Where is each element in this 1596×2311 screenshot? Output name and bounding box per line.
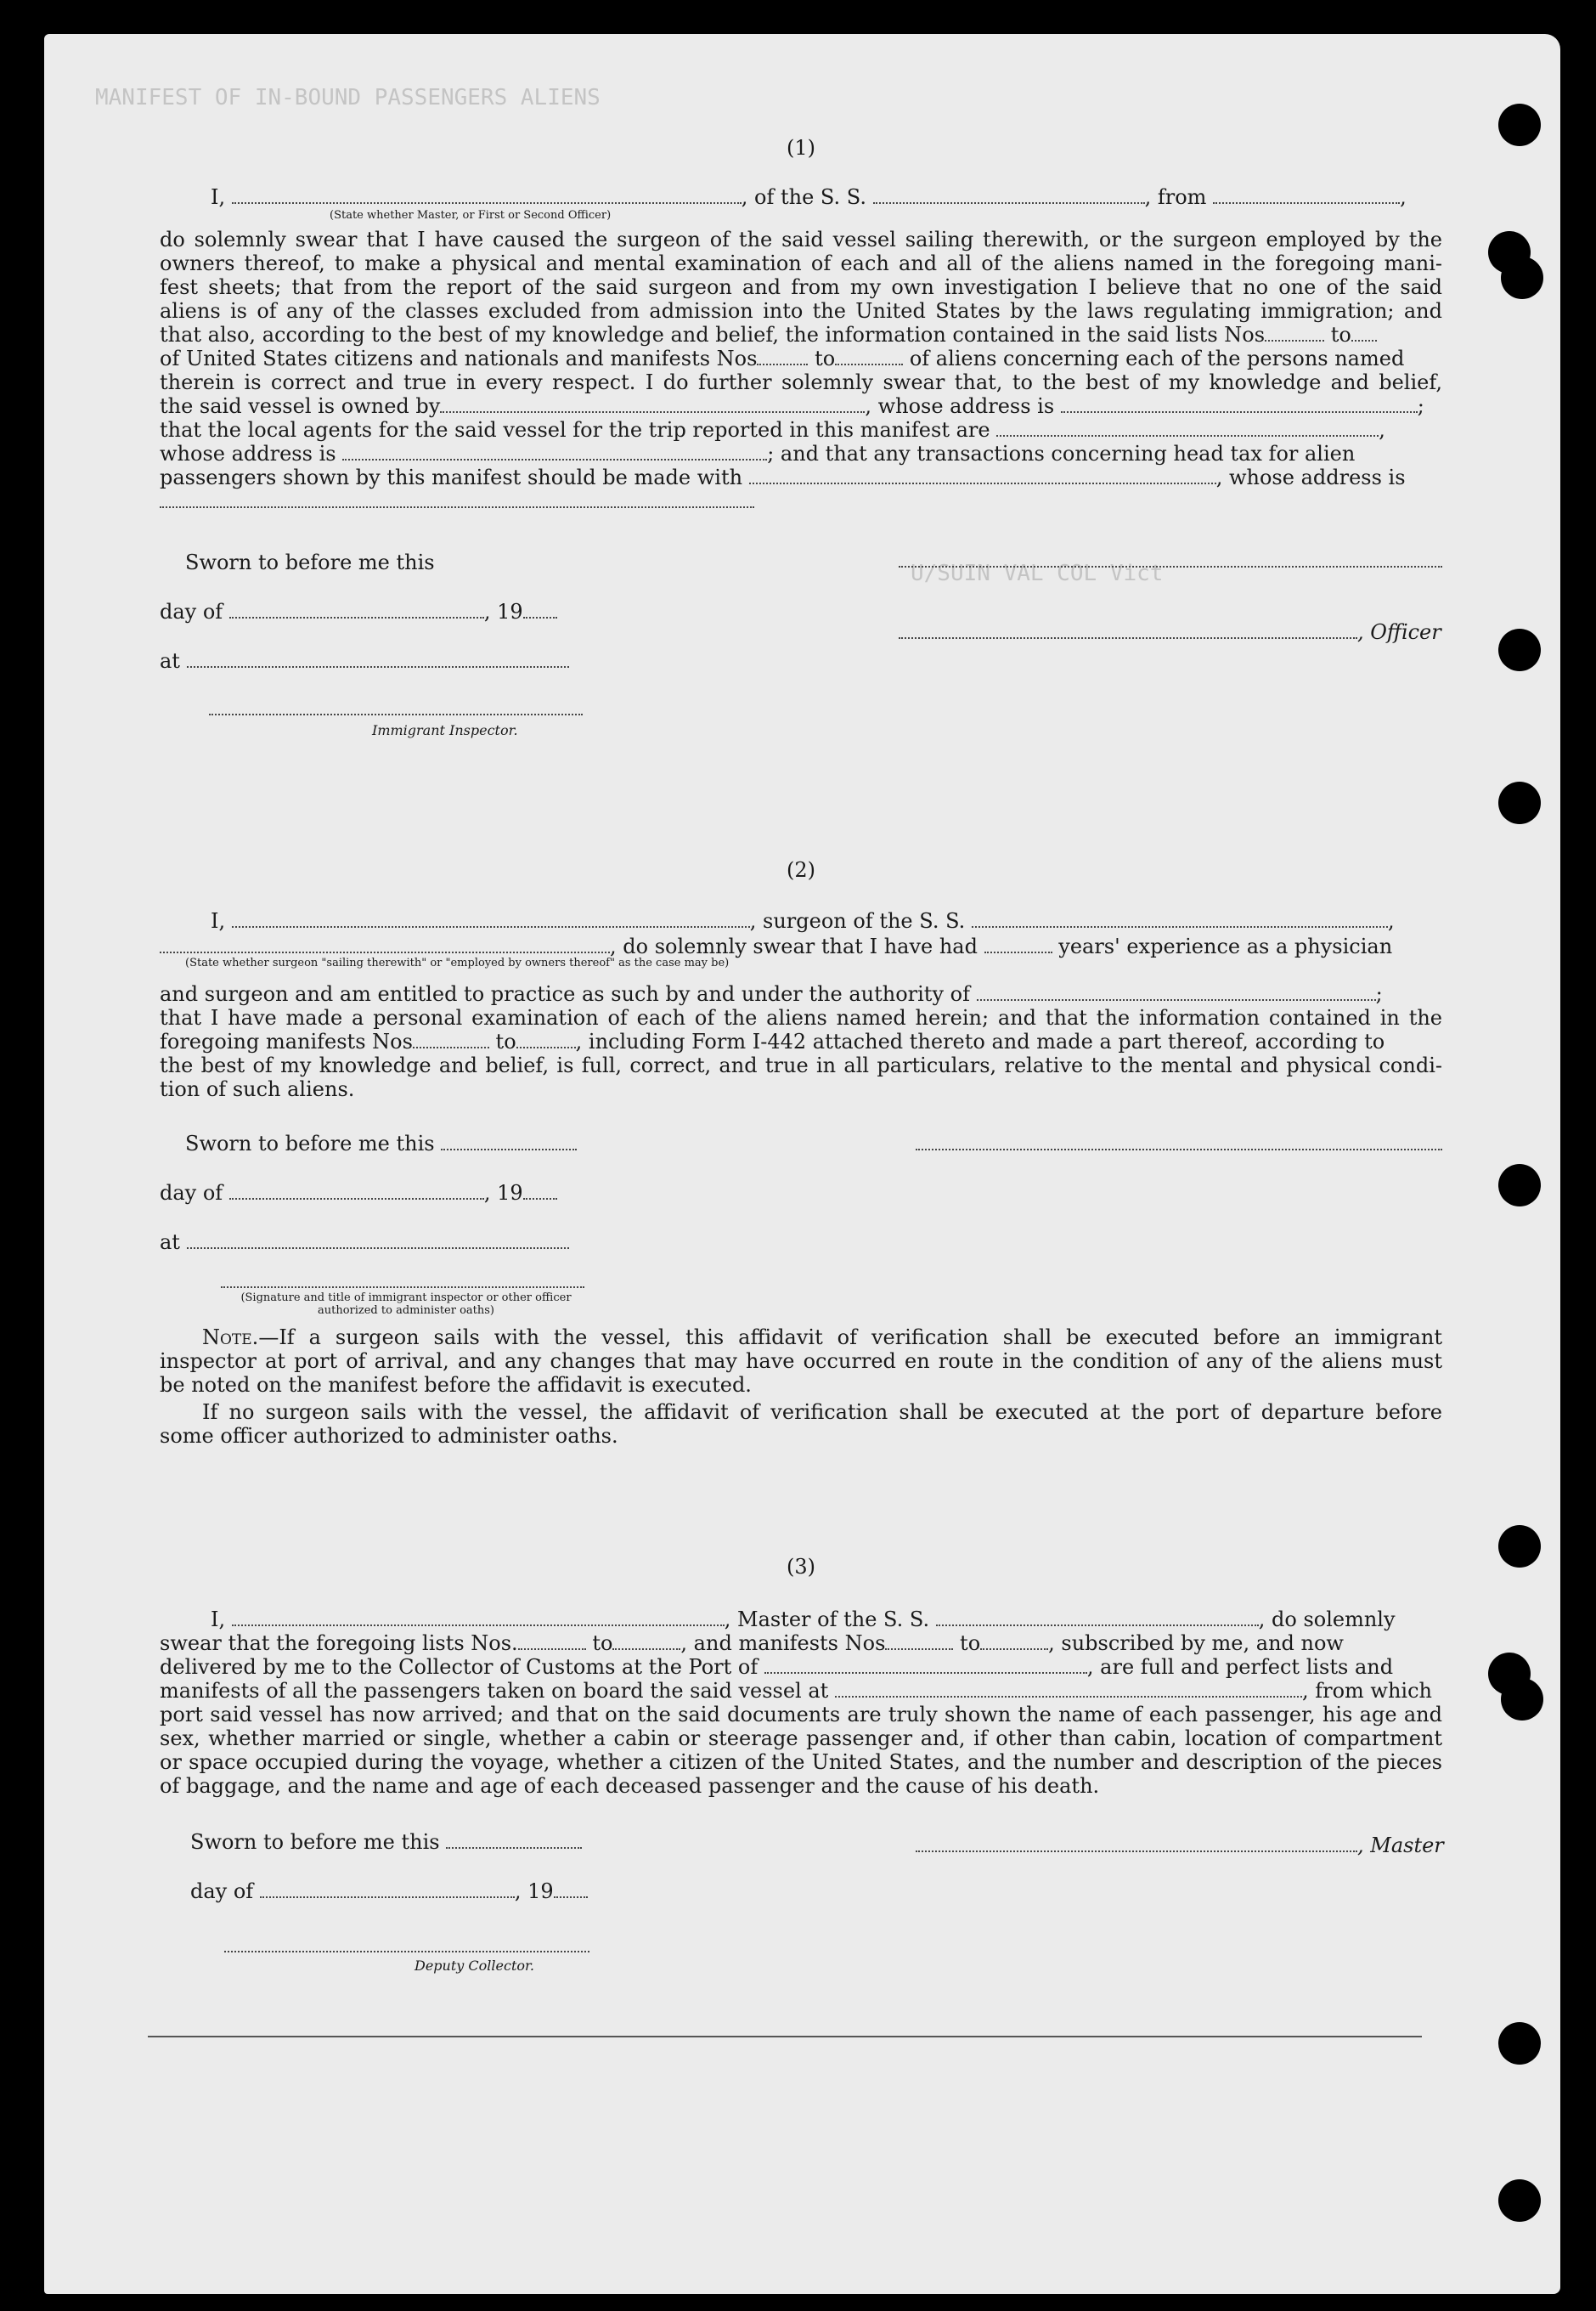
- officer-line: , Officer: [899, 620, 1441, 644]
- blank-field[interactable]: [523, 602, 557, 619]
- section-1-body-line: that also, according to the best of my knowledge and belief, the information contained in the said lists Nos to: [160, 323, 1442, 347]
- master-line: , Master: [916, 1834, 1444, 1857]
- at-line: at: [160, 649, 569, 673]
- section-1-body-line: owners thereof, to make a physical and mental examination of each and all of the aliens named in the foregoing mani-: [160, 251, 1442, 275]
- blank-field[interactable]: [1061, 396, 1418, 413]
- section-2-body-line: the best of my knowledge and belief, is full, correct, and true in all particulars, relative to the mental and physical condi-: [160, 1054, 1442, 1077]
- section-3-body-line: of baggage, and the name and age of each deceased passenger and the cause of his death.: [160, 1774, 1100, 1798]
- punch-hole: [1498, 1525, 1541, 1568]
- signature-line[interactable]: [916, 1149, 1442, 1150]
- inspector-caption: Immigrant Inspector.: [372, 722, 518, 738]
- deputy-caption: Deputy Collector.: [415, 1958, 534, 1974]
- section-1-body-line: therein is correct and true in every respect. I do further solemnly swear that, to the best of my knowledge and belief,: [160, 370, 1442, 394]
- blank-field[interactable]: [1265, 325, 1324, 342]
- section-3-line-4: manifests of all the passengers taken on board the said vessel at , from which: [160, 1679, 1432, 1703]
- blank-field[interactable]: [980, 1633, 1048, 1650]
- blank-field[interactable]: [554, 1881, 588, 1898]
- section-2-body-line: foregoing manifests Nos to , including Form I-442 attached thereto and made a part thereof, according to: [160, 1030, 1385, 1054]
- blank-field[interactable]: [1351, 325, 1377, 342]
- blank-field[interactable]: [232, 187, 742, 204]
- section-2-body-line: that I have made a personal examination of each of the aliens named herein; and that the information contained in the: [160, 1006, 1442, 1030]
- section-1-body-line: passengers shown by this manifest should be made with , whose address is: [160, 466, 1406, 489]
- section-2-body-line: tion of such aliens.: [160, 1077, 355, 1101]
- section-3-line-3: delivered by me to the Collector of Customs at the Port of , are full and perfect lists and: [160, 1655, 1394, 1679]
- section-1-body-line: do solemnly swear that I have caused the surgeon of the said vessel sailing therewith, or the surgeon employed by the: [160, 228, 1442, 251]
- day-of-line: day of , 19: [190, 1879, 588, 1903]
- blank-field[interactable]: [764, 1657, 1087, 1674]
- blank-field[interactable]: [440, 396, 865, 413]
- signature-line[interactable]: [221, 1286, 584, 1288]
- section-3-line-2: swear that the foregoing lists Nos. to , and manifests Nos to , subscribed by me, and now: [160, 1631, 1344, 1655]
- punch-hole: [1501, 1678, 1543, 1721]
- punch-hole: [1498, 2179, 1541, 2222]
- section-1-number: (1): [787, 136, 815, 160]
- punch-hole: [1501, 257, 1543, 299]
- section-1-body-line: of United States citizens and nationals and manifests Nos to of aliens concerning each of the persons named: [160, 347, 1405, 370]
- blank-field[interactable]: [984, 936, 1052, 953]
- blank-field[interactable]: [523, 1183, 557, 1200]
- punch-hole: [1498, 104, 1541, 146]
- bleed-through: MANIFEST OF IN-BOUND PASSENGERS ALIENS: [95, 85, 601, 110]
- blank-field[interactable]: [232, 911, 750, 928]
- blank-field[interactable]: [899, 622, 1357, 639]
- footer-rule: [148, 2036, 1422, 2037]
- section-1-body-line: [160, 489, 1442, 513]
- signature-line[interactable]: [899, 566, 1442, 568]
- blank-field[interactable]: [885, 1633, 953, 1650]
- blank-field[interactable]: [441, 1133, 577, 1150]
- blank-field[interactable]: [916, 1835, 1357, 1852]
- section-3-body-line: or space occupied during the voyage, whether a citizen of the United States, and the number and description of the pieces: [160, 1750, 1442, 1774]
- section-2-line-2: , do solemnly swear that I have had years' experience as a physician: [160, 935, 1442, 958]
- note-line: inspector at port of arrival, and any changes that may have occurred en route in the condition of any of the aliens must: [160, 1349, 1442, 1373]
- blank-field[interactable]: [229, 602, 484, 619]
- blank-field[interactable]: [1213, 187, 1400, 204]
- document-page: [44, 34, 1560, 2294]
- blank-field[interactable]: [612, 1633, 680, 1650]
- blank-field[interactable]: [160, 936, 610, 953]
- note-line: If no surgeon sails with the vessel, the affidavit of verification shall be executed at the port of departure before: [202, 1400, 1442, 1424]
- blank-field[interactable]: [936, 1609, 1259, 1626]
- blank-field[interactable]: [972, 911, 1388, 928]
- note-line: Note.—If a surgeon sails with the vessel, this affidavit of verification shall be executed before an immigrant: [202, 1325, 1442, 1349]
- bleed-through: U/SUIN VAL COL Vict: [911, 561, 1164, 586]
- sworn-label: Sworn to before me this: [185, 551, 435, 574]
- at-line: at: [160, 1230, 569, 1254]
- blank-field[interactable]: [977, 984, 1376, 1001]
- section-1-body-line: aliens is of any of the classes excluded from admission into the United States by the laws regulating immigration; and: [160, 299, 1442, 323]
- section-1-note: (State whether Master, or First or Second Officer): [330, 209, 612, 222]
- section-2-note: (State whether surgeon "sailing therewith" or "employed by owners thereof" as the case may be): [185, 957, 730, 969]
- blank-field[interactable]: [835, 1681, 1302, 1698]
- signature-caption: (Signature and title of immigrant inspector or other officer authorized to administer oaths): [240, 1291, 572, 1317]
- section-2-line-1: I, , surgeon of the S. S. ,: [211, 909, 1395, 933]
- blank-field[interactable]: [187, 1232, 569, 1249]
- blank-field[interactable]: [835, 348, 903, 365]
- section-3-body-line: port said vessel has now arrived; and that on the said documents are truly shown the name of each passenger, his age and: [160, 1703, 1442, 1726]
- blank-field[interactable]: [160, 491, 754, 508]
- note-line: some officer authorized to administer oaths.: [160, 1424, 618, 1448]
- signature-line[interactable]: [209, 714, 583, 715]
- signature-line[interactable]: [224, 1951, 589, 1952]
- blank-field[interactable]: [757, 348, 808, 365]
- day-of-line: day of , 19: [160, 600, 557, 624]
- section-3-body-line: sex, whether married or single, whether a cabin or steerage passenger and, if other than cabin, location of compartment: [160, 1726, 1442, 1750]
- blank-field[interactable]: [413, 1031, 489, 1048]
- note-line: be noted on the manifest before the affidavit is executed.: [160, 1373, 752, 1397]
- section-3-line-1: I, , Master of the S. S. , do solemnly: [211, 1608, 1396, 1631]
- section-1-body-line: that the local agents for the said vessel for the trip reported in this manifest are ,: [160, 418, 1385, 442]
- punch-hole: [1498, 2022, 1541, 2065]
- blank-field[interactable]: [187, 651, 569, 668]
- blank-field[interactable]: [260, 1881, 515, 1898]
- day-of-line: day of , 19: [160, 1181, 557, 1205]
- section-1-body-line: fest sheets; that from the report of the said surgeon and from my own investigation I believe that no one of the said: [160, 275, 1442, 299]
- sworn-label: Sworn to before me this: [190, 1830, 582, 1854]
- sworn-label: Sworn to before me this: [185, 1132, 577, 1156]
- blank-field[interactable]: [996, 420, 1379, 437]
- blank-field[interactable]: [232, 1609, 725, 1626]
- section-2-number: (2): [787, 858, 815, 882]
- blank-field[interactable]: [229, 1183, 484, 1200]
- blank-field[interactable]: [749, 467, 1216, 484]
- section-1-body-line: whose address is ; and that any transactions concerning head tax for alien: [160, 442, 1356, 466]
- blank-field[interactable]: [342, 444, 767, 461]
- blank-field[interactable]: [518, 1633, 586, 1650]
- blank-field[interactable]: [446, 1832, 582, 1849]
- blank-field[interactable]: [516, 1031, 576, 1048]
- punch-hole: [1498, 1164, 1541, 1206]
- section-1-body-line: the said vessel is owned by , whose address is ;: [160, 394, 1424, 418]
- section-1-line-1: I, , of the S. S. , from ,: [211, 185, 1407, 209]
- punch-hole: [1498, 629, 1541, 671]
- section-2-body-line: and surgeon and am entitled to practice as such by and under the authority of ;: [160, 982, 1383, 1006]
- section-3-number: (3): [787, 1555, 815, 1579]
- punch-hole: [1498, 782, 1541, 824]
- blank-field[interactable]: [873, 187, 1145, 204]
